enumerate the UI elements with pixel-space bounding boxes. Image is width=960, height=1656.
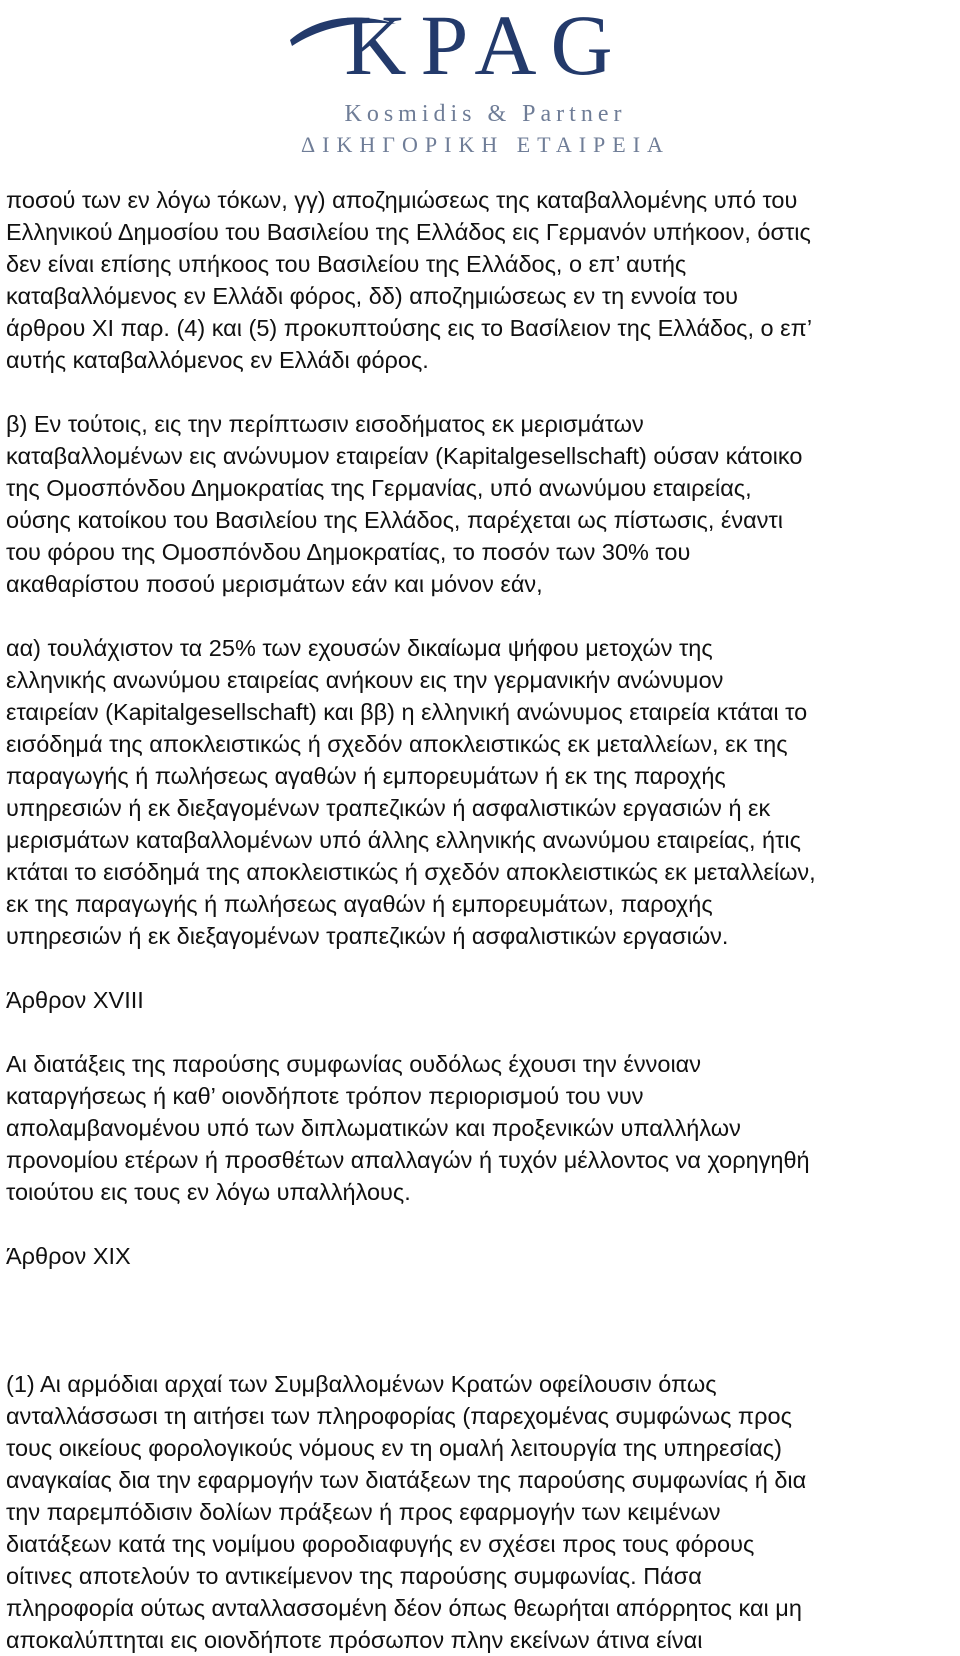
paragraph-gap (6, 1016, 956, 1048)
logo-tagline: ΔΙΚΗΓΟΡΙΚΗ ΕΤΑΙΡΕΙΑ (301, 132, 670, 157)
logo-wordmark: KPAG (344, 0, 627, 93)
paragraph-article-xviii: Αι διατάξεις της παρούσης συμφωνίας ουδόλως έχουσι την έννοιαν καταργήσεως ή καθ’ οιονδήποτε τρόπον περιορισμού του νυν απολαμβανομένου υπό των διπλωματικών και προξενικών υπαλλήλων προνομίου ετέρων ή προσθέτων απαλλαγών ή τυχόν μέλλοντος να χορηγηθή τοιούτου εις τους εν λόγω υπαλλήλους. (6, 1051, 810, 1205)
letterhead (0, 0, 960, 170)
paragraph-gap (6, 1208, 956, 1240)
article-heading-xix: Άρθρον XIX (6, 1243, 131, 1269)
paragraph-article-xix-1: (1) Αι αρμόδιαι αρχαί των Συμβαλλομένων Κρατών οφείλουσιν όπως ανταλλάσσωσι τη αιτήσει των πληροφορίας (παρεχομένας συμφώνως προς τους οικείους φορολογικούς νόμους εν τη ομαλή λειτουργία της υπηρεσίας) αναγκαίας δια την εφαρμογήν των διατάξεων της παρούσης συμφωνίας ή δια την παρεμπόδισιν δολίων πράξεων ή προς εφαρμογήν των κειμένων διατάξεων κατά της νομίμου φοροδιαφυγής εν σχέσει προς τους φόρους οίτινες αποτελούν το αντικείμενον της παρούσης συμφωνίας. Πάσα πληροφορία ούτως ανταλλασσομένη δέον όπως θεωρήται απόρρητος και μη αποκαλύπτηται εις οιονδήποτε πρόσωπον πλην εκείνων άτινα είναι (6, 1371, 807, 1653)
logo-firm-name: Kosmidis & Partner (344, 101, 627, 127)
paragraph-gap (6, 952, 956, 984)
paragraph-gap (6, 1272, 956, 1368)
paragraph-alpha-alpha: αα) τουλάχιστον τα 25% των εχουσών δικαίωμα ψήφου μετοχών της ελληνικής ανωνύμου εταιρείας ανήκουν εις την γερμανικήν ανώνυμον εταιρείαν (Kapitalgesellschaft) και ββ) η ελληνική ανώνυμος εταιρεία κτάται το εισόδημά της αποκλειστικώς ή σχεδόν αποκλειστικώς εκ μεταλλείων, εκ της παραγωγής ή πωλήσεως αγαθών ή εμπορευμάτων ή εκ της παροχής υπηρεσιών ή εκ διεξαγομένων τραπεζικών ή ασφαλιστικών εργασιών ή εκ μερισμάτων καταβαλλομένων υπό άλλης ελληνικής ανωνύμου εταιρείας, ήτις κτάται το εισόδημά της αποκλειστικώς ή σχεδόν αποκλειστικώς εκ μεταλλείων, εκ της παραγωγής ή πωλήσεως αγαθών ή εμπορευμάτων, παροχής υπηρεσιών ή εκ διεξαγομένων τραπεζικών ή ασφαλιστικών εργασιών. (6, 635, 816, 949)
paragraph-gap (6, 376, 956, 408)
paragraph-beta: β) Εν τούτοις, εις την περίπτωσιν εισοδήματος εκ μερισμάτων καταβαλλομένων εις ανώνυμον εταιρείαν (Kapitalgesellschaft) ούσαν κάτοικο της Ομοσπόνδου Δημοκρατίας της Γερμανίας, υπό ανωνύμου εταιρείας, ούσης κατοίκου του Βασιλείου της Ελλάδος, παρέχεται ως πίστωσις, έναντι του φόρου της Ομοσπόνδου Δημοκρατίας, το ποσόν των 30% του ακαθαρίστου ποσού μερισμάτων εάν και μόνον εάν, (6, 411, 803, 597)
article-heading-xviii: Άρθρον XVIII (6, 987, 144, 1013)
document-body (6, 184, 956, 1656)
paragraph-continuation: ποσού των εν λόγω τόκων, γγ) αποζημιώσεως της καταβαλλομένης υπό του Ελληνικού Δημοσίου του Βασιλείου της Ελλάδος εις Γερμανόν υπήκοον, όστις δεν είναι επίσης υπήκοος του Βασιλείου της Ελλάδος, ο επ’ αυτής καταβαλλόμενος εν Ελλάδι φόρος, δδ) αποζημιώσεως εν τη εννοία του άρθρου XI παρ. (4) και (5) προκυπτούσης εις το Βασίλειον της Ελλάδος, ο επ’ αυτής καταβαλλόμενος εν Ελλάδι φόρος. (6, 187, 813, 373)
paragraph-gap (6, 600, 956, 632)
